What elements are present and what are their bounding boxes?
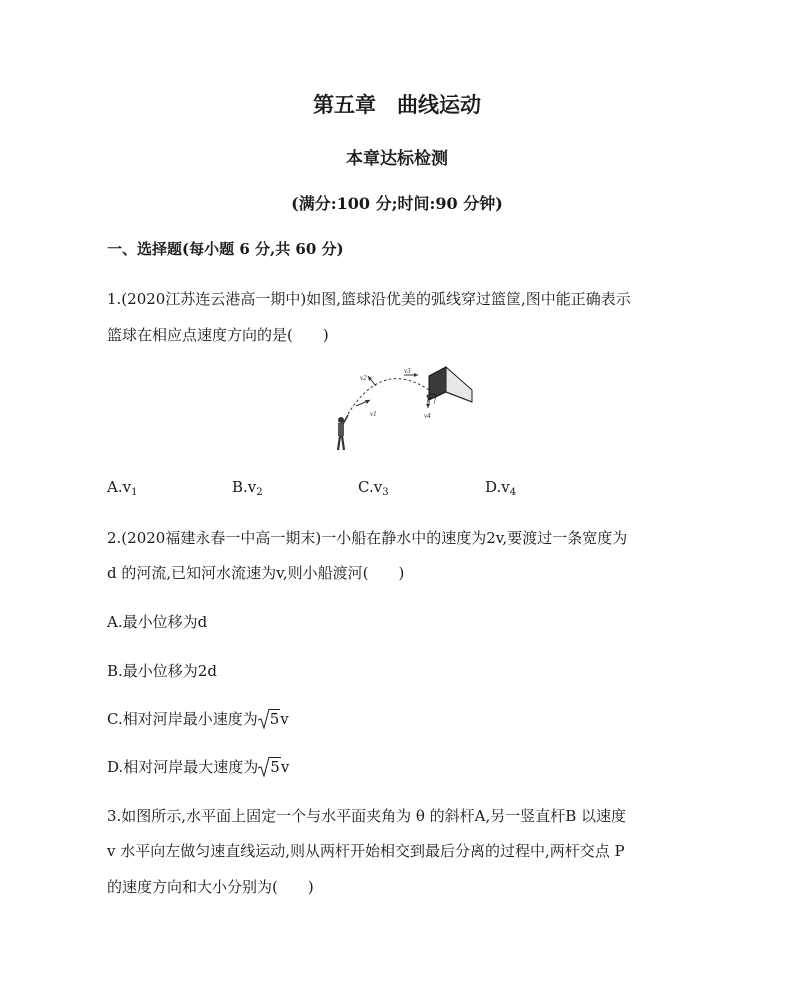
q2-stem-line1: 2.(2020福建永春一中高一期末)一小船在静水中的速度为2v,要渡过一条宽度为 bbox=[107, 529, 628, 547]
backboard-hoop bbox=[427, 367, 472, 404]
player-figure bbox=[338, 415, 348, 450]
q1-stem-line2: 篮球在相应点速度方向的是( ) bbox=[107, 326, 329, 344]
q1-stem-line1: 1.(2020江苏连云港高一期中)如图,篮球沿优美的弧线穿过篮筐,图中能正确表示 bbox=[107, 290, 631, 308]
section-subtitle: 本章达标检测 bbox=[346, 149, 448, 169]
q2-stem-line2: d 的河流,已知河水流速为v,则小船渡河( ) bbox=[107, 564, 405, 582]
label-v3: v3 bbox=[404, 367, 411, 375]
q2-option-b[interactable]: B.最小位移为2d bbox=[107, 662, 217, 680]
q1-option-a[interactable]: $A.v_1$ bbox=[107, 478, 138, 498]
sqrt-symbol: 5 bbox=[258, 758, 281, 776]
label-v1: v1 bbox=[370, 410, 377, 418]
label-v4: v4 bbox=[424, 412, 431, 420]
trajectory-path bbox=[348, 379, 432, 414]
chapter-title: 第五章 曲线运动 bbox=[313, 92, 481, 117]
q1-option-b[interactable]: $B.v_2$ bbox=[232, 478, 263, 498]
q3-stem-line1: 3.如图所示,水平面上固定一个与水平面夹角为 θ 的斜杆A,另一竖直杆B 以速度 bbox=[107, 807, 627, 825]
q1-option-c[interactable]: $C.v_3$ bbox=[358, 478, 389, 498]
q3-stem-line3: 的速度方向和大小分别为( ) bbox=[107, 878, 314, 896]
q3-stem-line2: v 水平向左做匀速直线运动,则从两杆开始相交到最后分离的过程中,两杆交点 P bbox=[107, 842, 625, 860]
sqrt-symbol: 5 bbox=[258, 710, 281, 728]
q2-option-c[interactable]: C.相对河岸最小速度为 5v bbox=[107, 710, 289, 728]
label-v2: v2 bbox=[360, 374, 367, 382]
q1-option-d[interactable]: $D.v_4$ bbox=[485, 478, 517, 498]
q2-option-d[interactable]: D.相对河岸最大速度为 5v bbox=[107, 758, 290, 776]
basketball-figure bbox=[328, 362, 478, 454]
score-time-info: (满分:100 分;时间:90 分钟) bbox=[291, 194, 503, 213]
q2-option-a[interactable]: A.最小位移为d bbox=[107, 613, 208, 631]
section-heading: 一、选择题(每小题 6 分,共 60 分) bbox=[107, 240, 344, 258]
